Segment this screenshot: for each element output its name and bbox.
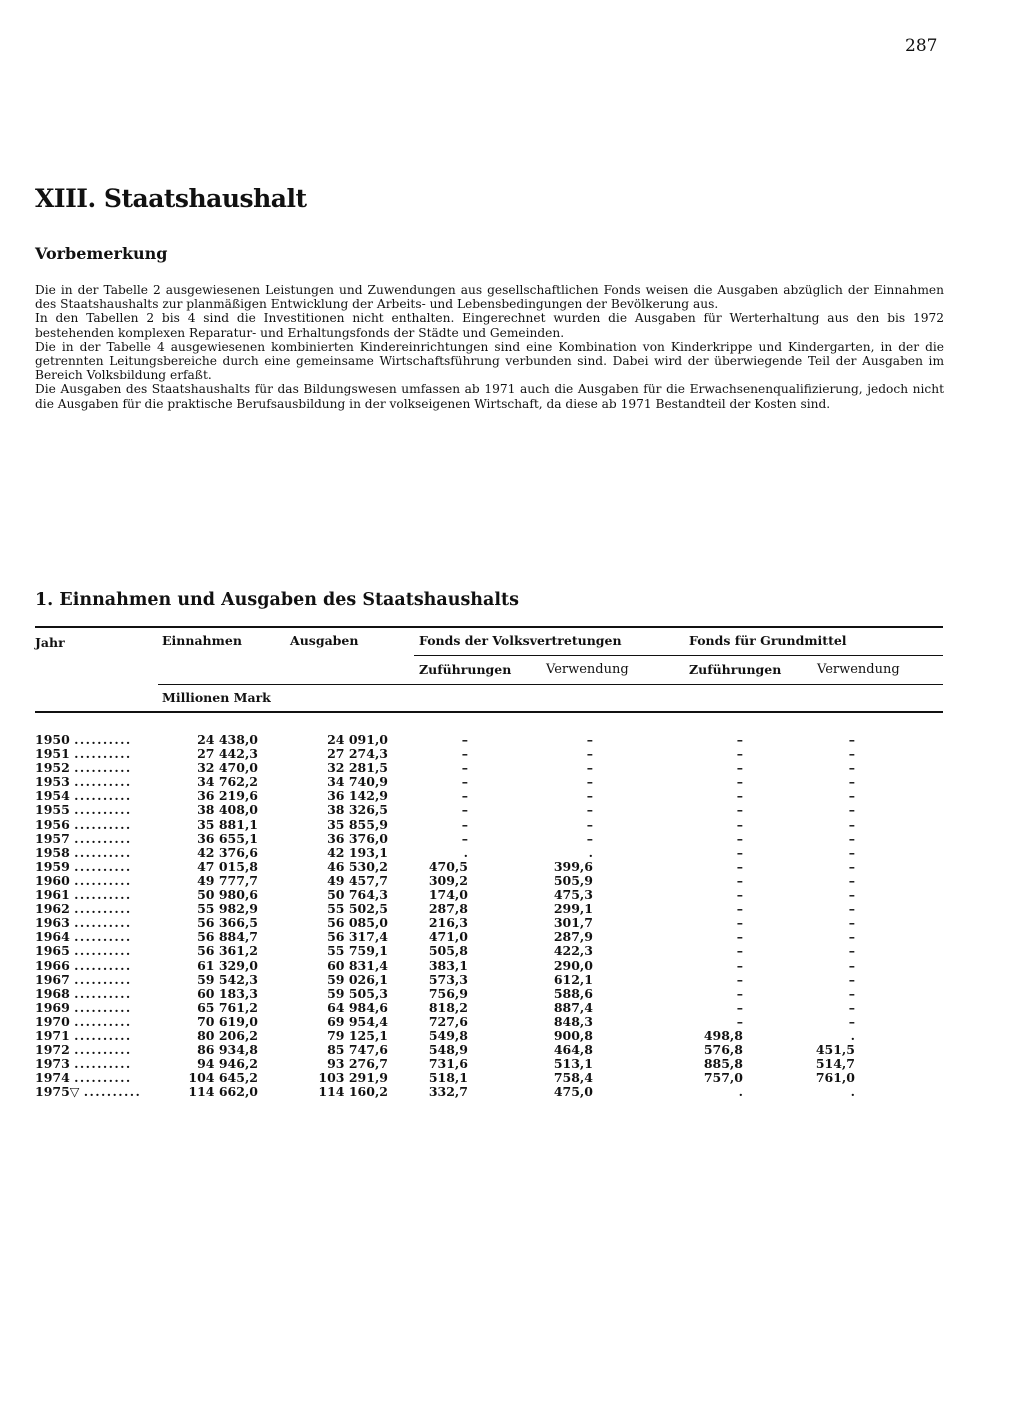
table-body xyxy=(35,733,855,1099)
leader-dots: .......... xyxy=(74,845,132,860)
year-label: 1959 xyxy=(35,859,70,874)
table-row xyxy=(35,1001,855,1015)
cell-value: 36 219,6 xyxy=(197,788,258,804)
page-number: 287 xyxy=(905,36,938,56)
cell-value: – xyxy=(736,830,743,846)
year-label: 1951 xyxy=(35,747,70,762)
cell-value: – xyxy=(848,1013,855,1029)
leader-dots: .......... xyxy=(74,888,132,903)
cell-value: 85 747,6 xyxy=(327,1042,388,1058)
row-year xyxy=(35,846,160,860)
cell-value: 50 980,6 xyxy=(197,887,258,903)
cell-value: – xyxy=(848,816,855,832)
cell-value: 47 015,8 xyxy=(197,858,258,874)
table-row xyxy=(35,1043,855,1057)
cell-value: – xyxy=(848,999,855,1015)
cell-value: 464,8 xyxy=(553,1042,593,1058)
cell-value: 60 183,3 xyxy=(197,985,258,1001)
leader-dots: .......... xyxy=(74,972,132,987)
table-row xyxy=(35,860,855,874)
table-title: 1. Einnahmen und Ausgaben des Staatshaushalts xyxy=(35,590,519,610)
cell-value: 757,0 xyxy=(703,1070,743,1086)
cell-value: – xyxy=(848,774,855,790)
table-row xyxy=(35,832,855,846)
cell-value: 731,6 xyxy=(428,1056,468,1072)
cell-value: – xyxy=(586,774,593,790)
cell-value: – xyxy=(586,830,593,846)
cell-value: – xyxy=(736,915,743,931)
preface-paragraph: Die Ausgaben des Staatshaushalts für das Bildungswesen umfassen ab 1971 auch die Ausgaben für die Erwachsenenqualifizierung, jedoch nicht die Ausgaben für die praktische Berufsausbildung in der volkseigenen Wirtschaft, da diese ab 1971 Bestandteil der Kosten sind. xyxy=(35,382,944,411)
table-row xyxy=(35,1015,855,1029)
leader-dots: .......... xyxy=(74,733,132,747)
row-year xyxy=(35,973,160,987)
leader-dots: .......... xyxy=(74,831,132,846)
cell-value: . xyxy=(463,844,468,860)
cell-value: 518,1 xyxy=(428,1070,468,1086)
cell-value: – xyxy=(848,971,855,987)
year-label: 1967 xyxy=(35,972,70,987)
cell-value: 36 142,9 xyxy=(327,788,388,804)
preface-paragraph: In den Tabellen 2 bis 4 sind die Investitionen nicht enthalten. Eingerechnet wurden die Ausgaben für Werterhaltung aus den bis 1972 bestehenden komplexen Reparatur- und Erhaltungsfonds der Städte und Gemeinden. xyxy=(35,311,944,340)
cell-value: 848,3 xyxy=(553,1013,593,1029)
leader-dots: .......... xyxy=(74,944,132,959)
cell-value: – xyxy=(736,1013,743,1029)
cell-value: – xyxy=(736,760,743,776)
cell-value: 59 505,3 xyxy=(327,985,388,1001)
year-label: 1958 xyxy=(35,845,70,860)
year-label: 1970 xyxy=(35,1014,70,1029)
cell-value: 35 881,1 xyxy=(197,816,258,832)
year-label: 1971 xyxy=(35,1028,70,1043)
leader-dots: .......... xyxy=(74,817,132,832)
leader-dots: .......... xyxy=(74,930,132,945)
row-year xyxy=(35,916,160,930)
cell-value: 70 619,0 xyxy=(197,1013,258,1029)
cell-value: 422,3 xyxy=(553,943,593,959)
row-year xyxy=(35,733,160,747)
leader-dots: .......... xyxy=(74,986,132,1001)
cell-value: 56 085,0 xyxy=(327,915,388,931)
header-unit: Millionen Mark xyxy=(162,690,271,705)
cell-value: 94 946,2 xyxy=(197,1056,258,1072)
cell-value: – xyxy=(736,901,743,917)
cell-value: 80 206,2 xyxy=(197,1027,258,1043)
cell-value: . xyxy=(850,1084,855,1100)
cell-value: – xyxy=(848,985,855,1001)
leader-dots: .......... xyxy=(74,1000,132,1015)
cell-value: 287,9 xyxy=(553,929,593,945)
cell-value: 79 125,1 xyxy=(327,1027,388,1043)
cell-value: 399,6 xyxy=(553,858,593,874)
row-year xyxy=(35,832,160,846)
row-year xyxy=(35,789,160,803)
cell-value: – xyxy=(736,999,743,1015)
cell-value: 475,0 xyxy=(553,1084,593,1100)
cell-value: 900,8 xyxy=(553,1027,593,1043)
unit-rule xyxy=(158,684,943,685)
row-year xyxy=(35,1057,160,1071)
table-row xyxy=(35,1057,855,1071)
table-row xyxy=(35,930,855,944)
cell-value: 758,4 xyxy=(553,1070,593,1086)
cell-value: 383,1 xyxy=(428,957,468,973)
cell-value: 573,3 xyxy=(428,971,468,987)
header-jahr: Jahr xyxy=(35,635,65,650)
cell-value: 35 855,9 xyxy=(327,816,388,832)
table-row xyxy=(35,747,855,761)
cell-value: 32 470,0 xyxy=(197,760,258,776)
year-label: 1953 xyxy=(35,775,70,790)
cell-value: – xyxy=(848,943,855,959)
cell-value: 93 276,7 xyxy=(327,1056,388,1072)
cell-value: 55 982,9 xyxy=(197,901,258,917)
cell-value: 34 740,9 xyxy=(327,774,388,790)
table-row xyxy=(35,803,855,817)
cell-value: 761,0 xyxy=(815,1070,855,1086)
row-year xyxy=(35,775,160,789)
table-header-bottom-rule xyxy=(35,711,943,713)
cell-value: 513,1 xyxy=(553,1056,593,1072)
cell-value: – xyxy=(736,957,743,973)
table-top-rule xyxy=(35,626,943,628)
cell-value: 818,2 xyxy=(428,999,468,1015)
year-label: 1961 xyxy=(35,888,70,903)
header-fonds-volksvertretungen: Fonds der Volksvertretungen xyxy=(419,633,622,648)
leader-dots: .......... xyxy=(74,775,132,790)
cell-value: – xyxy=(848,887,855,903)
year-label: 1950 xyxy=(35,733,70,747)
header-fonds-grundmittel: Fonds für Grundmittel xyxy=(689,633,847,648)
cell-value: 69 954,4 xyxy=(327,1013,388,1029)
cell-value: . xyxy=(588,844,593,860)
cell-value: 588,6 xyxy=(553,985,593,1001)
cell-value: 49 457,7 xyxy=(327,872,388,888)
preface-heading: Vorbemerkung xyxy=(35,244,168,263)
cell-value: 174,0 xyxy=(428,887,468,903)
year-label: 1973 xyxy=(35,1057,70,1072)
cell-value: . xyxy=(850,1027,855,1043)
leader-dots: .......... xyxy=(74,859,132,874)
leader-dots: .......... xyxy=(74,902,132,917)
row-year xyxy=(35,874,160,888)
cell-value: 887,4 xyxy=(553,999,593,1015)
row-year xyxy=(35,1015,160,1029)
budget-table xyxy=(35,733,855,1099)
year-label: 1966 xyxy=(35,958,70,973)
cell-value: 38 326,5 xyxy=(327,802,388,818)
cell-value: – xyxy=(461,816,468,832)
header-verwendung-grund: Verwendung xyxy=(817,662,900,677)
cell-value: – xyxy=(586,816,593,832)
cell-value: 38 408,0 xyxy=(197,802,258,818)
leader-dots: .......... xyxy=(74,761,132,776)
table-row xyxy=(35,987,855,1001)
cell-value: – xyxy=(736,802,743,818)
leader-dots: .......... xyxy=(74,789,132,804)
cell-value: 471,0 xyxy=(428,929,468,945)
table-row xyxy=(35,761,855,775)
cell-value: 36 655,1 xyxy=(197,830,258,846)
row-year xyxy=(35,987,160,1001)
cell-value: 612,1 xyxy=(553,971,593,987)
cell-value: 451,5 xyxy=(815,1042,855,1058)
cell-value: 61 329,0 xyxy=(197,957,258,973)
header-einnahmen: Einnahmen xyxy=(162,633,242,648)
cell-value: 64 984,6 xyxy=(327,999,388,1015)
cell-value: 885,8 xyxy=(703,1056,743,1072)
cell-value: – xyxy=(848,830,855,846)
cell-value: 56 317,4 xyxy=(327,929,388,945)
cell-value: – xyxy=(461,760,468,776)
cell-value: 549,8 xyxy=(428,1027,468,1043)
cell-value: 50 764,3 xyxy=(327,887,388,903)
cell-value: – xyxy=(848,760,855,776)
row-year xyxy=(35,860,160,874)
year-label: 1975▽ xyxy=(35,1085,80,1100)
table-row xyxy=(35,818,855,832)
cell-value: 56 366,5 xyxy=(197,915,258,931)
cell-value: 114 662,0 xyxy=(188,1084,258,1100)
cell-value: 576,8 xyxy=(703,1042,743,1058)
leader-dots: .......... xyxy=(74,1014,132,1029)
table-row xyxy=(35,775,855,789)
cell-value: 32 281,5 xyxy=(327,760,388,776)
year-label: 1962 xyxy=(35,902,70,917)
cell-value: – xyxy=(736,858,743,874)
leader-dots: .......... xyxy=(83,1085,142,1100)
cell-value: 55 759,1 xyxy=(327,943,388,959)
leader-dots: .......... xyxy=(74,803,132,818)
year-label: 1964 xyxy=(35,930,70,945)
row-year xyxy=(35,930,160,944)
leader-dots: .......... xyxy=(74,1057,132,1072)
cell-value: 27 274,3 xyxy=(327,746,388,762)
cell-value: 290,0 xyxy=(553,957,593,973)
cell-value: 24 091,0 xyxy=(327,732,388,747)
cell-value: – xyxy=(736,943,743,959)
cell-value: – xyxy=(461,788,468,804)
table-row xyxy=(35,888,855,902)
chapter-title: XIII. Staatshaushalt xyxy=(35,184,307,213)
cell-value: 49 777,7 xyxy=(197,872,258,888)
year-label: 1969 xyxy=(35,1000,70,1015)
cell-value: – xyxy=(848,929,855,945)
table-row xyxy=(35,789,855,803)
row-year xyxy=(35,761,160,775)
row-year xyxy=(35,902,160,916)
cell-value: 505,9 xyxy=(553,872,593,888)
table-row xyxy=(35,874,855,888)
cell-value: – xyxy=(848,746,855,762)
cell-value: – xyxy=(736,872,743,888)
leader-dots: .......... xyxy=(74,873,132,888)
cell-value: – xyxy=(586,732,593,747)
cell-value: 56 884,7 xyxy=(197,929,258,945)
cell-value: 42 376,6 xyxy=(197,844,258,860)
leader-dots: .......... xyxy=(74,747,132,762)
cell-value: – xyxy=(736,816,743,832)
cell-value: – xyxy=(461,746,468,762)
cell-value: 756,9 xyxy=(428,985,468,1001)
year-label: 1974 xyxy=(35,1071,70,1086)
leader-dots: .......... xyxy=(74,1043,132,1058)
table-row xyxy=(35,1085,855,1099)
cell-value: – xyxy=(736,985,743,1001)
leader-dots: .......... xyxy=(74,958,132,973)
row-year xyxy=(35,959,160,973)
header-verwendung-volk: Verwendung xyxy=(546,662,629,677)
cell-value: – xyxy=(461,732,468,747)
row-year xyxy=(35,944,160,958)
cell-value: 56 361,2 xyxy=(197,943,258,959)
cell-value: 332,7 xyxy=(428,1084,468,1100)
table-row xyxy=(35,944,855,958)
cell-value: 727,6 xyxy=(428,1013,468,1029)
cell-value: 46 530,2 xyxy=(327,858,388,874)
year-label: 1952 xyxy=(35,761,70,776)
year-label: 1972 xyxy=(35,1043,70,1058)
table-row xyxy=(35,959,855,973)
cell-value: 299,1 xyxy=(553,901,593,917)
cell-value: 65 761,2 xyxy=(197,999,258,1015)
cell-value: 55 502,5 xyxy=(327,901,388,917)
cell-value: 36 376,0 xyxy=(327,830,388,846)
cell-value: – xyxy=(461,802,468,818)
cell-value: 470,5 xyxy=(428,858,468,874)
cell-value: – xyxy=(848,788,855,804)
cell-value: 498,8 xyxy=(703,1027,743,1043)
cell-value: – xyxy=(461,830,468,846)
year-label: 1954 xyxy=(35,789,70,804)
cell-value: – xyxy=(736,929,743,945)
year-label: 1956 xyxy=(35,817,70,832)
cell-value: 59 026,1 xyxy=(327,971,388,987)
cell-value: – xyxy=(848,915,855,931)
row-year xyxy=(35,1071,160,1085)
header-ausgaben: Ausgaben xyxy=(290,633,359,648)
cell-value: – xyxy=(586,746,593,762)
cell-value: . xyxy=(738,1084,743,1100)
cell-value: – xyxy=(848,872,855,888)
table-row xyxy=(35,733,855,747)
cell-value: – xyxy=(736,788,743,804)
table-row xyxy=(35,1029,855,1043)
cell-value: – xyxy=(848,858,855,874)
year-label: 1960 xyxy=(35,873,70,888)
cell-value: 301,7 xyxy=(553,915,593,931)
preface-text xyxy=(35,283,944,411)
cell-value: 548,9 xyxy=(428,1042,468,1058)
preface-paragraph: Die in der Tabelle 2 ausgewiesenen Leistungen und Zuwendungen aus gesellschaftlichen Fonds weisen die Ausgaben abzüglich der Einnahmen des Staatshaushalts zur planmäßigen Entwicklung der Arbeits- und Lebensbedingungen der Bevölkerung aus. xyxy=(35,283,944,312)
row-year xyxy=(35,818,160,832)
year-label: 1955 xyxy=(35,803,70,818)
leader-dots: .......... xyxy=(74,1071,132,1086)
cell-value: 514,7 xyxy=(815,1056,855,1072)
year-label: 1968 xyxy=(35,986,70,1001)
year-label: 1957 xyxy=(35,831,70,846)
header-zufuehrungen-grund: Zuführungen xyxy=(689,662,782,677)
cell-value: 34 762,2 xyxy=(197,774,258,790)
row-year xyxy=(35,888,160,902)
row-year xyxy=(35,1029,160,1043)
cell-value: – xyxy=(736,774,743,790)
fonds-subheader-rule xyxy=(414,655,943,656)
preface-paragraph: Die in der Tabelle 4 ausgewiesenen kombinierten Kindereinrichtungen sind eine Kombination von Kinderkrippe und Kindergarten, in der die getrennten Leitungsbereiche durch eine gemeinsame Wirtschaftsführung verbunden sind. Dabei wird der überwiegende Teil der Ausgaben im Bereich Volksbildung erfaßt. xyxy=(35,339,944,383)
cell-value: – xyxy=(736,971,743,987)
cell-value: – xyxy=(586,760,593,776)
cell-value: – xyxy=(848,732,855,747)
cell-value: – xyxy=(848,901,855,917)
row-year xyxy=(35,1085,160,1099)
cell-value: 59 542,3 xyxy=(197,971,258,987)
table-row xyxy=(35,902,855,916)
cell-value: – xyxy=(848,957,855,973)
row-year xyxy=(35,1001,160,1015)
year-label: 1963 xyxy=(35,916,70,931)
cell-value: – xyxy=(736,732,743,747)
table-row xyxy=(35,973,855,987)
cell-value: 86 934,8 xyxy=(197,1042,258,1058)
cell-value: – xyxy=(736,887,743,903)
cell-value: – xyxy=(848,844,855,860)
header-zufuehrungen-volk: Zuführungen xyxy=(419,662,512,677)
cell-value: – xyxy=(461,774,468,790)
cell-value: 24 438,0 xyxy=(197,732,258,747)
year-label: 1965 xyxy=(35,944,70,959)
cell-value: – xyxy=(586,802,593,818)
table-row xyxy=(35,1071,855,1085)
cell-value: 42 193,1 xyxy=(327,844,388,860)
leader-dots: .......... xyxy=(74,916,132,931)
row-year xyxy=(35,1043,160,1057)
cell-value: 103 291,9 xyxy=(318,1070,388,1086)
cell-value: – xyxy=(736,844,743,860)
cell-value: 309,2 xyxy=(428,872,468,888)
cell-value: 60 831,4 xyxy=(327,957,388,973)
cell-value: – xyxy=(586,788,593,804)
table-row xyxy=(35,846,855,860)
cell-value: – xyxy=(848,802,855,818)
cell-value: 287,8 xyxy=(428,901,468,917)
cell-value: 216,3 xyxy=(428,915,468,931)
cell-value: 475,3 xyxy=(553,887,593,903)
row-year xyxy=(35,747,160,761)
cell-value: 114 160,2 xyxy=(318,1084,388,1100)
cell-value: 104 645,2 xyxy=(188,1070,258,1086)
cell-value: – xyxy=(736,746,743,762)
leader-dots: .......... xyxy=(74,1028,132,1043)
table-row xyxy=(35,916,855,930)
cell-value: 505,8 xyxy=(428,943,468,959)
row-year xyxy=(35,803,160,817)
cell-value: 27 442,3 xyxy=(197,746,258,762)
